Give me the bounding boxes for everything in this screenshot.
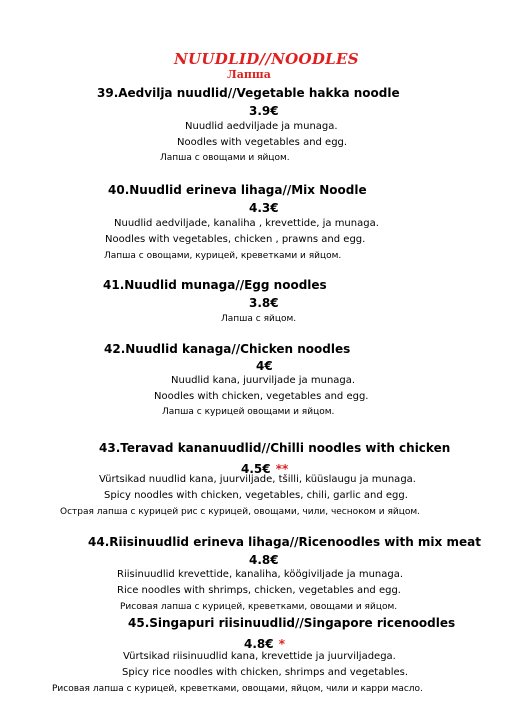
item-desc-en: Noodles with vegetables, chicken , prawns and egg.: [105, 234, 366, 245]
item-desc-ru: Лапша с овощами и яйцом.: [160, 153, 290, 163]
item-desc-et: Nuudlid kana, juurviljade ja munaga.: [171, 375, 356, 386]
item-name: 39.Aedvilja nuudlid//Vegetable hakka noodle: [97, 86, 400, 100]
item-price: 4.8€: [244, 637, 274, 651]
item-name: 45.Singapuri riisinuudlid//Singapore ricenoodles: [128, 616, 456, 630]
spicy-marker: **: [275, 462, 289, 476]
item-price-row: [244, 633, 285, 652]
item-name: 41.Nuudlid munaga//Egg noodles: [103, 278, 327, 292]
page-title: NUUDLID//NOODLES: [174, 50, 359, 68]
item-desc-ru: Лапша с яйцом.: [221, 314, 297, 324]
item-price: 3.8€: [249, 296, 279, 310]
item-name: 42.Nuudlid kanaga//Chicken noodles: [104, 342, 351, 356]
item-price: 4.8€: [249, 553, 279, 567]
item-desc-en: Rice noodles with shrimps, chicken, vegetables and egg.: [117, 585, 401, 596]
item-desc-ru: Острая лапша с курицей рис с курицей, овощами, чили, чесноком и яйцом.: [60, 507, 420, 517]
item-desc-et: Nuudlid aedviljade ja munaga.: [185, 121, 338, 132]
item-desc-ru: Рисовая лапша с курицей, креветками, овощами и яйцом.: [120, 602, 398, 612]
page-subtitle: Лапша: [227, 68, 271, 81]
item-desc-ru: Рисовая лапша с курицей, креветками, овощами, яйцом, чили и карри масло.: [52, 684, 423, 694]
item-name: 40.Nuudlid erineva lihaga//Mix Noodle: [108, 183, 367, 197]
item-desc-et: Vürtsikad riisinuudlid kana, krevettide ja juurviljadega.: [123, 651, 396, 662]
item-desc-ru: Лапша с курицей овощами и яйцом.: [162, 407, 335, 417]
item-desc-et: Riisinuudlid krevettide, kanaliha, köögiviljade ja munaga.: [117, 569, 404, 580]
item-price: 3.9€: [249, 104, 279, 118]
item-desc-ru: Лапша с овощами, курицей, креветками и яйцом.: [104, 251, 342, 261]
item-price: 4.3€: [249, 201, 279, 215]
item-name: 44.Riisinuudlid erineva lihaga//Ricenoodles with mix meat: [88, 535, 481, 549]
spicy-marker: *: [278, 637, 285, 651]
item-price: 4€: [256, 359, 273, 373]
item-price: 4.5€: [241, 462, 271, 476]
item-desc-en: Spicy noodles with chicken, vegetables, chili, garlic and egg.: [104, 490, 408, 501]
item-desc-et: Vürtsikad nuudlid kana, juurviljade, tšilli, küüslaugu ja munaga.: [99, 474, 416, 485]
item-name: 43.Teravad kananuudlid//Chilli noodles with chicken: [99, 441, 451, 455]
item-desc-en: Noodles with vegetables and egg.: [177, 137, 348, 148]
item-desc-en: Spicy rice noodles with chicken, shrimps and vegetables.: [122, 667, 409, 678]
item-desc-et: Nuudlid aedviljade, kanaliha , krevettide, ja munaga.: [114, 218, 379, 229]
item-desc-en: Noodles with chicken, vegetables and egg.: [154, 391, 369, 402]
